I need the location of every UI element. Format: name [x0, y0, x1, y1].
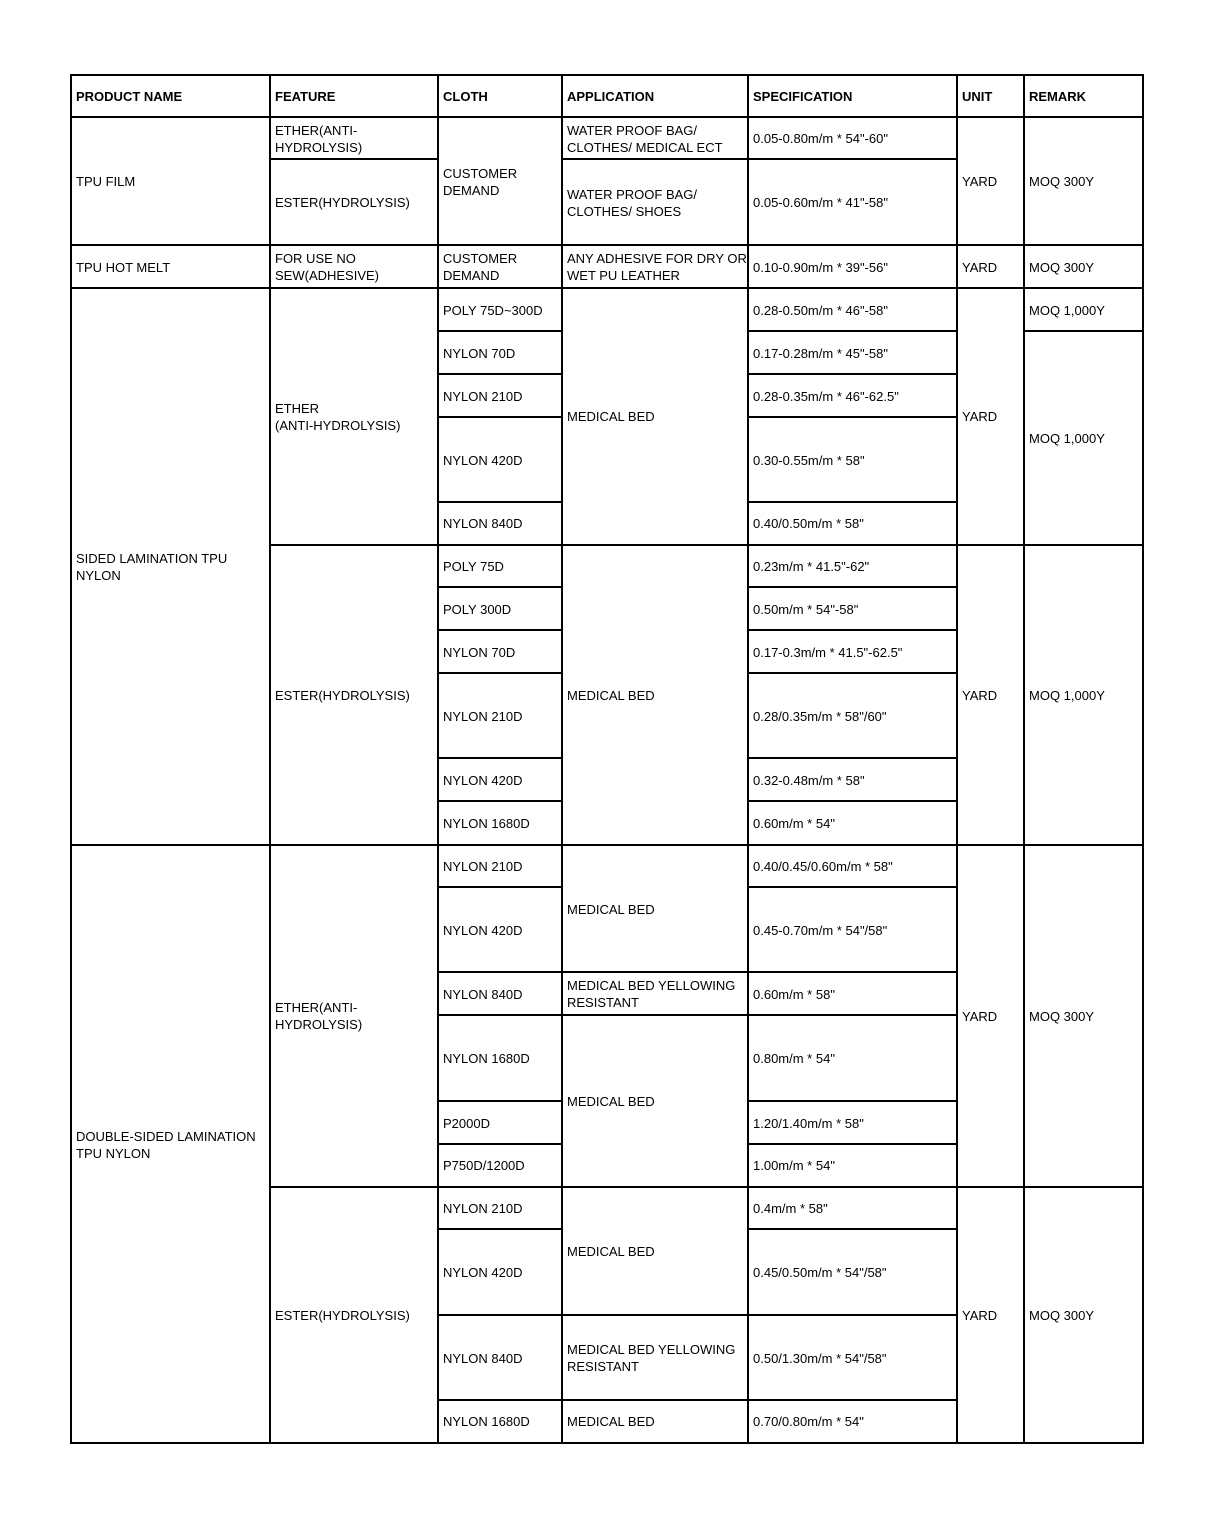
grid-line [561, 1314, 749, 1316]
remark-cell: MOQ 300Y [1029, 1307, 1095, 1323]
cloth-cell: NYLON 1680D [443, 815, 530, 831]
grid-line [437, 629, 563, 631]
grid-line [269, 1186, 1144, 1188]
grid-line [747, 1014, 958, 1016]
application-cell: WATER PROOF BAG/ CLOTHES/ SHOES [567, 186, 698, 219]
specification-cell: 0.28/0.35m/m * 58"/60" [753, 708, 887, 724]
grid-line [269, 158, 439, 160]
grid-line [437, 672, 563, 674]
specification-cell: 0.80m/m * 54" [753, 1051, 835, 1066]
application-cell: MEDICAL BED [567, 1093, 655, 1109]
application-cell: MEDICAL BED [567, 1244, 655, 1259]
header-specification: SPECIFICATION [753, 89, 853, 104]
grid-line [437, 800, 563, 802]
grid-line [747, 373, 958, 375]
grid-line [269, 544, 1144, 546]
application-cell: MEDICAL BED [567, 409, 655, 424]
unit-cell: YARD [962, 1008, 998, 1024]
cloth-cell: POLY 75D~300D [443, 302, 543, 318]
feature-cell: ETHER(ANTI- HYDROLYSIS) [275, 122, 363, 155]
remark-cell: MOQ 300Y [1029, 1008, 1095, 1024]
specification-cell: 0.45-0.70m/m * 54"/58" [753, 922, 888, 938]
application-cell: MEDICAL BED YELLOWING RESISTANT [567, 978, 736, 1010]
cloth-cell: POLY 75D [443, 559, 504, 574]
cloth-cell: NYLON 210D [443, 708, 523, 724]
grid-line [70, 244, 1144, 246]
cloth-cell: NYLON 420D [443, 1265, 523, 1280]
cloth-cell: NYLON 70D [443, 345, 516, 361]
grid-line [437, 586, 563, 588]
grid-line [437, 1228, 563, 1230]
specification-cell: 0.17-0.3m/m * 41.5"-62.5" [753, 644, 903, 660]
application-cell: MEDICAL BED YELLOWING RESISTANT [567, 1342, 736, 1374]
cloth-cell: P2000D [443, 1115, 490, 1131]
grid-line [437, 971, 563, 973]
grid-line [561, 1399, 749, 1401]
application-cell: ANY ADHESIVE FOR DRY OR WET PU LEATHER [567, 251, 747, 283]
feature-cell: ETHER(ANTI- HYDROLYSIS) [275, 1000, 363, 1032]
specification-cell: 0.4m/m * 58" [753, 1201, 828, 1216]
feature-cell: FOR USE NO SEW(ADHESIVE) [275, 251, 380, 283]
cloth-cell: NYLON 840D [443, 516, 523, 531]
grid-line [747, 757, 958, 759]
feature-cell: ESTER(HYDROLYSIS) [275, 1307, 410, 1323]
grid-line [70, 844, 1144, 846]
grid-line [437, 1314, 563, 1316]
specification-cell: 0.23m/m * 41.5"-62" [753, 559, 870, 574]
header-cloth: CLOTH [443, 89, 488, 104]
grid-line [561, 74, 563, 1444]
application-cell: MEDICAL BED [567, 901, 655, 917]
header-feature: FEATURE [275, 89, 336, 104]
unit-cell: YARD [962, 174, 998, 189]
feature-cell: ESTER(HYDROLYSIS) [275, 195, 410, 210]
specification-cell: 0.28-0.35m/m * 46"-62.5" [753, 388, 899, 404]
cloth-cell: NYLON 210D [443, 388, 523, 404]
cloth-cell: NYLON 420D [443, 922, 523, 938]
grid-line [747, 1228, 958, 1230]
application-cell: MEDICAL BED [567, 1414, 655, 1429]
specification-cell: 0.32-0.48m/m * 58" [753, 772, 865, 788]
grid-line [747, 74, 749, 1444]
specification-cell: 1.00m/m * 54" [753, 1158, 835, 1173]
header-product-name: PRODUCT NAME [76, 89, 183, 104]
specification-cell: 0.60m/m * 58" [753, 986, 835, 1002]
unit-cell: YARD [962, 687, 998, 703]
specification-cell: 0.70/0.80m/m * 54" [753, 1414, 864, 1429]
grid-line [747, 800, 958, 802]
specification-cell: 0.50/1.30m/m * 54"/58" [753, 1350, 887, 1366]
grid-line [437, 416, 563, 418]
cloth-cell: NYLON 210D [443, 859, 523, 874]
unit-cell: YARD [962, 1307, 998, 1323]
grid-line [70, 287, 1144, 289]
grid-line [747, 1143, 958, 1145]
grid-line [437, 74, 439, 1444]
feature-cell: ESTER(HYDROLYSIS) [275, 687, 410, 703]
cloth-cell: CUSTOMER DEMAND [443, 251, 518, 283]
specification-cell: 1.20/1.40m/m * 58" [753, 1115, 864, 1131]
grid-line [956, 74, 958, 1444]
grid-line [747, 416, 958, 418]
grid-line [747, 330, 958, 332]
cloth-cell: NYLON 1680D [443, 1051, 530, 1066]
grid-line [747, 1100, 958, 1102]
product-name-cell: TPU FILM [76, 174, 136, 189]
cloth-cell: NYLON 210D [443, 1201, 523, 1216]
grid-line [747, 629, 958, 631]
grid-line [70, 74, 1144, 76]
cloth-cell: NYLON 420D [443, 772, 523, 788]
grid-line [437, 757, 563, 759]
grid-line [747, 1399, 958, 1401]
unit-cell: YARD [962, 259, 998, 275]
grid-line [747, 586, 958, 588]
product-name-cell: SIDED LAMINATION TPU NYLON [76, 550, 228, 583]
grid-line [437, 1143, 563, 1145]
cloth-cell: P750D/1200D [443, 1158, 525, 1173]
specification-cell: 0.40/0.50m/m * 58" [753, 516, 864, 531]
grid-line [269, 74, 271, 1444]
grid-line [747, 501, 958, 503]
cloth-cell: NYLON 70D [443, 644, 516, 660]
remark-cell: MOQ 1,000Y [1029, 687, 1105, 703]
specification-cell: 0.50m/m * 54"-58" [753, 601, 859, 617]
grid-line [437, 1399, 563, 1401]
header-remark: REMARK [1029, 89, 1087, 104]
grid-line [747, 1314, 958, 1316]
grid-line [1023, 74, 1025, 1444]
specification-cell: 0.45/0.50m/m * 54"/58" [753, 1265, 887, 1280]
specification-cell: 0.10-0.90m/m * 39"-56" [753, 259, 888, 275]
grid-line [1142, 74, 1144, 1444]
grid-line [70, 1442, 1144, 1444]
cloth-cell: NYLON 420D [443, 452, 523, 468]
remark-cell: MOQ 1,000Y [1029, 302, 1105, 318]
cloth-cell: POLY 300D [443, 601, 512, 617]
grid-line [437, 501, 563, 503]
grid-line [747, 886, 958, 888]
specification-cell: 0.28-0.50m/m * 46"-58" [753, 302, 888, 318]
application-cell: MEDICAL BED [567, 687, 655, 703]
grid-line [70, 116, 1144, 118]
header-application: APPLICATION [567, 89, 655, 104]
specification-cell: 0.17-0.28m/m * 45"-58" [753, 345, 888, 361]
grid-line [747, 672, 958, 674]
specification-cell: 0.05-0.80m/m * 54"-60" [753, 131, 888, 146]
specification-cell: 0.30-0.55m/m * 58" [753, 452, 865, 468]
grid-line [437, 886, 563, 888]
grid-line [561, 1014, 749, 1016]
grid-line [561, 158, 958, 160]
grid-line [437, 1014, 563, 1016]
remark-cell: MOQ 1,000Y [1029, 430, 1105, 446]
grid-line [437, 330, 563, 332]
grid-line [747, 971, 958, 973]
grid-line [70, 74, 72, 1444]
grid-line [1023, 330, 1144, 332]
cloth-cell: NYLON 840D [443, 986, 523, 1002]
product-name-cell: DOUBLE-SIDED LAMINATION TPU NYLON [76, 1129, 256, 1161]
application-cell: WATER PROOF BAG/ CLOTHES/ MEDICAL ECT [567, 122, 723, 155]
product-name-cell: TPU HOT MELT [76, 259, 171, 275]
specification-cell: 0.40/0.45/0.60m/m * 58" [753, 859, 893, 874]
grid-line [437, 373, 563, 375]
specification-cell: 0.60m/m * 54" [753, 815, 835, 831]
remark-cell: MOQ 300Y [1029, 259, 1095, 275]
cloth-cell: NYLON 840D [443, 1350, 523, 1366]
cloth-cell: CUSTOMER DEMAND [443, 165, 518, 198]
cloth-cell: NYLON 1680D [443, 1414, 530, 1429]
feature-cell: ETHER (ANTI-HYDROLYSIS) [275, 400, 401, 433]
unit-cell: YARD [962, 409, 998, 424]
grid-line [437, 1100, 563, 1102]
grid-line [561, 971, 749, 973]
specification-cell: 0.05-0.60m/m * 41"-58" [753, 195, 888, 210]
header-unit: UNIT [962, 89, 993, 104]
remark-cell: MOQ 300Y [1029, 174, 1095, 189]
